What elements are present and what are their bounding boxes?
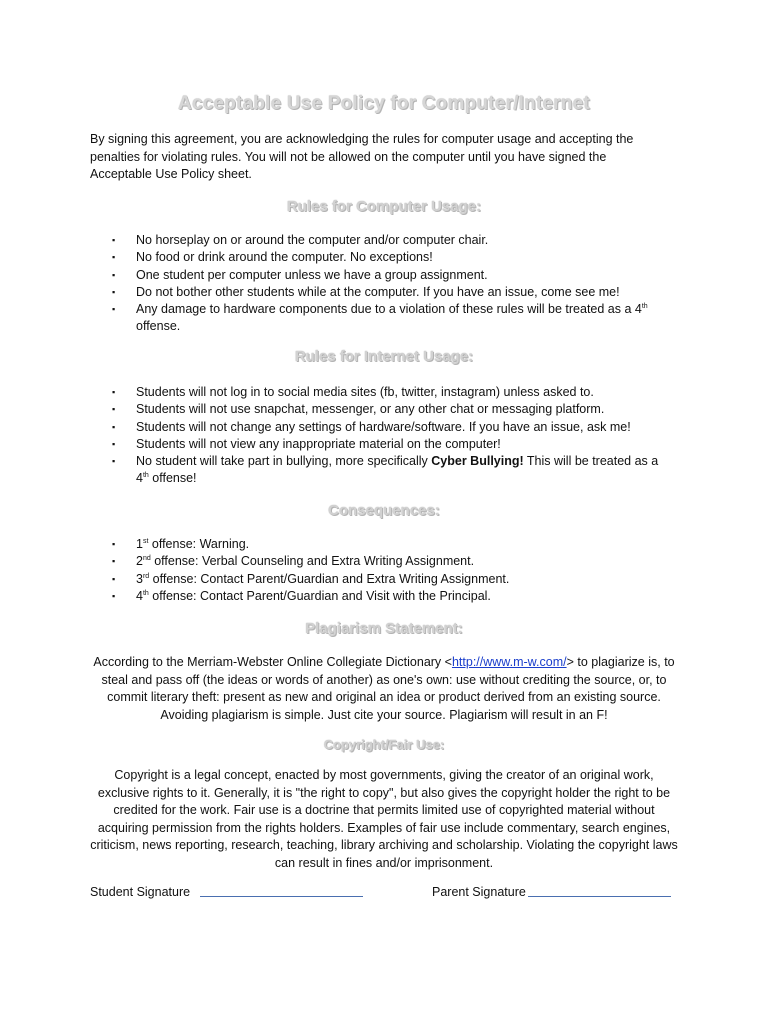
bullet-icon: ▪	[112, 456, 116, 467]
list-item: ▪ 4th offense: Contact Parent/Guardian and Visit with the Principal.	[112, 588, 672, 605]
list-item: ▪ 3rd offense: Contact Parent/Guardian and Extra Writing Assignment.	[112, 571, 672, 588]
list-item: ▪ No student will take part in bullying, more specifically Cyber Bullying! This will be treated as a 4th offense!	[112, 454, 659, 486]
copyright-heading: Copyright/Fair Use:	[323, 737, 445, 752]
bullet-icon: ▪	[112, 421, 116, 432]
list-item: ▪ Do not bother other students while at the computer. If you have an issue, come see me!	[112, 284, 672, 301]
bullet-icon: ▪	[112, 573, 116, 584]
list-item: ▪ Any damage to hardware components due to a violation of these rules will be treated as a 4th offense.	[112, 302, 648, 334]
parent-signature-label: Parent Signature	[432, 885, 526, 899]
list-item: ▪ One student per computer unless we have a group assignment.	[112, 267, 672, 284]
bullet-icon: ▪	[112, 235, 116, 245]
list-item: ▪ 1st offense: Warning.	[112, 536, 672, 553]
page-title: Acceptable Use Policy for Computer/Internet	[178, 93, 590, 114]
computer-rules-list	[112, 232, 672, 336]
merriam-webster-link[interactable]: http://www.m-w.com/	[451, 655, 567, 669]
plagiarism-heading: Plagiarism Statement:	[305, 620, 463, 637]
student-signature-line[interactable]	[200, 896, 363, 897]
plagiarism-paragraph: According to the Merriam-Webster Online Collegiate Dictionary <http://www.m-w.com/> to plagiarize is, to steal and pass off (the ideas or words of another) as one's own: use without crediting the source, or, to commit literary theft: present as new and original an idea or product derived from an existing source. Avoiding plagiarism is simple. Just cite your source. Plagiarism will result in an F!	[93, 655, 675, 722]
list-item: ▪ No food or drink around the computer. No exceptions!	[112, 249, 672, 266]
bullet-icon: ▪	[112, 387, 116, 397]
computer-rules-heading: Rules for Computer Usage:	[286, 198, 482, 215]
bullet-icon: ▪	[112, 438, 116, 449]
copyright-paragraph: Copyright is a legal concept, enacted by most governments, giving the creator of an original work, exclusive rights to it. Generally, it is "the right to copy", but also gives the copyright holder the right to be credited for the work. Fair use is a doctrine that permits limited use of copyrighted material without acquiring permission from the rights holders. Examples of fair use include commentary, search engines, criticism, news reporting, research, teaching, library archiving and scholarship. Violating the copyright laws can result in fines and/or imprisonment.	[90, 768, 678, 870]
bullet-icon: ▪	[112, 556, 116, 567]
bullet-icon: ▪	[112, 404, 116, 415]
bullet-icon: ▪	[112, 304, 116, 315]
consequences-list	[112, 536, 672, 605]
parent-signature-line[interactable]	[528, 896, 671, 897]
list-item: ▪ Students will not use snapchat, messenger, or any other chat or messaging platform.	[112, 401, 672, 418]
student-signature-label: Student Signature	[90, 885, 191, 899]
list-item: ▪ Students will not change any settings of hardware/software. If you have an issue, ask me!	[112, 419, 672, 436]
consequences-heading: Consequences:	[328, 502, 440, 519]
internet-rules-heading: Rules for Internet Usage:	[294, 348, 474, 365]
bullet-icon: ▪	[112, 269, 116, 280]
cyber-bullying-emphasis: Cyber Bullying!	[431, 454, 524, 469]
bullet-icon: ▪	[112, 539, 116, 549]
list-item: ▪ 2nd offense: Verbal Counseling and Extra Writing Assignment.	[112, 553, 672, 570]
intro-paragraph: By signing this agreement, you are acknowledging the rules for computer usage and accepting the penalties for violating rules. You will not be allowed on the computer until you have signed the Acceptable Use Policy sheet.	[90, 132, 634, 181]
list-item: ▪ Students will not view any inappropriate material on the computer!	[112, 436, 672, 453]
list-item: ▪ No horseplay on or around the computer and/or computer chair.	[112, 232, 672, 249]
internet-rules-list	[112, 384, 672, 488]
list-item: ▪ Students will not log in to social media sites (fb, twitter, instagram) unless asked to.	[112, 384, 672, 401]
bullet-icon: ▪	[112, 286, 116, 297]
bullet-icon: ▪	[112, 590, 116, 601]
bullet-icon: ▪	[112, 252, 116, 263]
